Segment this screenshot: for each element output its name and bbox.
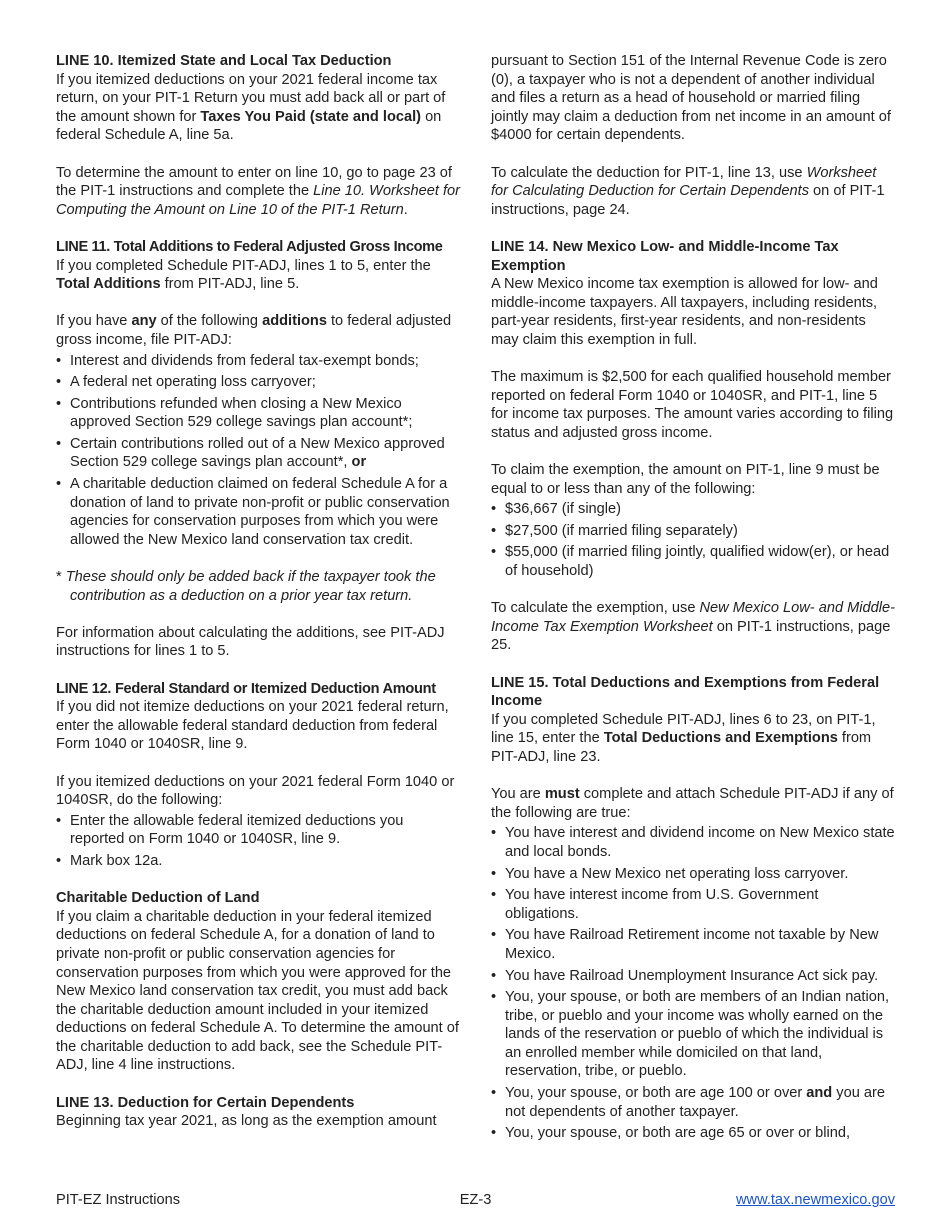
list-item: • You, your spouse, or both are age 65 or over or blind, [491, 1124, 895, 1143]
list-item: • You, your spouse, or both are members of an Indian nation, tribe, or pueblo and your income was wholly earned on the lands of the reservation or pueblo of which the individual is an enrolled member while domiciled on that land, reservation, tribe, or pueblo. [491, 988, 895, 1081]
list-item: • Enter the allowable federal itemized deductions you reported on Form 1040 or 1040SR, line 9. [56, 812, 460, 849]
line14-paragraph-3: To claim the exemption, the amount on PIT-1, line 9 must be equal to or less than any of the following: [491, 462, 880, 497]
line11-footnote: * These should only be added back if the taxpayer took the contribution as a deduction on a prior year tax return. [56, 569, 436, 604]
charitable-paragraph: If you claim a charitable deduction in your federal itemized deductions on federal Schedule A, for a donation of land to private non-profit or public conservation agencies for conservation purposes from which you were approved for the New Mexico land conservation tax credit, you must add back the charitable deduction amount included in your itemized deductions on federal Schedule A. To determine the amount of the charitable deduction to add back, see the Schedule PIT-ADJ, line 4 line instructions. [56, 908, 459, 1074]
list-item: • Mark box 12a. [56, 852, 460, 871]
line15-heading: LINE 15. Total Deductions and Exemptions from Federal Income [491, 674, 880, 710]
page-footer [56, 1191, 895, 1211]
line14-paragraph-2: The maximum is $2,500 for each qualified household member reported on federal Form 1040 or 1040SR, and PIT-1, line 5 for income tax purposes. The amount varies according to filing status and adjusted gross income. [491, 369, 894, 441]
line14-threshold-list [491, 500, 895, 580]
list-item: • $36,667 (if single) [491, 500, 895, 519]
charitable-heading: Charitable Deduction of Land [56, 890, 260, 907]
line13-paragraph-2: To calculate the deduction for PIT-1, line 13, use Worksheet for Calculating Deduction for Certain Dependents on of PIT-1 instructions, page 24. [491, 164, 885, 218]
line13-paragraph-1: Beginning tax year 2021, as long as the exemption amount [56, 1113, 437, 1130]
list-item: • Interest and dividends from federal tax-exempt bonds; [56, 352, 460, 371]
list-item: • You have a New Mexico net operating loss carryover. [491, 865, 895, 884]
right-column [491, 52, 895, 1161]
list-item: • A federal net operating loss carryover; [56, 373, 460, 392]
line11-heading: LINE 11. Total Additions to Federal Adjusted Gross Income [56, 238, 443, 255]
line11-paragraph-2: If you have any of the following additions to federal adjusted gross income, file PIT-ADJ: [56, 313, 452, 348]
footer-document-title: PIT-EZ Instructions [56, 1192, 181, 1208]
list-item: • Certain contributions rolled out of a New Mexico approved Section 529 college savings plan account*, or [56, 435, 460, 472]
left-column [56, 52, 460, 1131]
line13-continued-paragraph: pursuant to Section 151 of the Internal Revenue Code is zero (0), a taxpayer who is not a dependent of another individual and files a return as a head of household or married filing jointly may claim a deduction from net income in an amount of $4000 for certain dependents. [491, 53, 891, 144]
line15-paragraph-1: If you completed Schedule PIT-ADJ, lines 6 to 23, on PIT-1, line 15, enter the Total Deductions and Exemptions from PIT-ADJ, line 23. [491, 711, 876, 765]
line11-additions-list [56, 352, 460, 550]
line14-paragraph-1: A New Mexico income tax exemption is allowed for low- and middle-income taxpayers. All taxpayers, including residents, part-year residents, first-year residents, and non-residents may claim this exemption in full. [491, 276, 878, 348]
line15-paragraph-2: You are must complete and attach Schedule PIT-ADJ if any of the following are true: [491, 786, 894, 821]
line15-conditions-list [491, 824, 895, 1143]
line10-heading: LINE 10. Itemized State and Local Tax Deduction [56, 53, 392, 69]
line14-heading: LINE 14. New Mexico Low- and Middle-Income Tax Exemption [491, 238, 839, 274]
footer-page-number: EZ-3 [459, 1192, 492, 1208]
list-item: • You have Railroad Retirement income not taxable by New Mexico. [491, 926, 895, 963]
line14-paragraph-4: To calculate the exemption, use New Mexico Low- and Middle-Income Tax Exemption Worksheet on PIT-1 instructions, page 25. [491, 600, 895, 654]
list-item: • You, your spouse, or both are age 100 or over and you are not dependents of another taxpayer. [491, 1084, 895, 1121]
list-item: • You have Railroad Unemployment Insurance Act sick pay. [491, 967, 895, 986]
list-item: • Contributions refunded when closing a New Mexico approved Section 529 college savings plan account*; [56, 395, 460, 432]
footer-website-link[interactable]: www.tax.newmexico.gov [736, 1192, 895, 1208]
line12-heading: LINE 12. Federal Standard or Itemized Deduction Amount [56, 680, 436, 697]
line12-list [56, 812, 460, 871]
list-item: • A charitable deduction claimed on federal Schedule A for a donation of land to private non-profit or public conservation agencies for conservation purposes from which you were allowed the New Mexico land conservation tax credit. [56, 475, 460, 549]
list-item: • $55,000 (if married filing jointly, qualified widow(er), or head of household) [491, 543, 895, 580]
list-item: • You have interest and dividend income on New Mexico state and local bonds. [491, 824, 895, 861]
line13-heading: LINE 13. Deduction for Certain Dependents [56, 1094, 355, 1111]
line12-paragraph-1: If you did not itemize deductions on your 2021 federal return, enter the allowable federal standard deduction from federal Form 1040 or 1040SR, line 9. [56, 699, 449, 753]
list-item: • You have interest income from U.S. Government obligations. [491, 886, 895, 923]
list-item: • $27,500 (if married filing separately) [491, 522, 895, 541]
line11-paragraph-3: For information about calculating the additions, see PIT-ADJ instructions for lines 1 to 5. [56, 624, 445, 660]
line10-paragraph-2: To determine the amount to enter on line 10, go to page 23 of the PIT-1 instructions and complete the Line 10. Worksheet for Computing the Amount on Line 10 of the PIT-1 Return. [56, 164, 460, 218]
line10-paragraph-1: If you itemized deductions on your 2021 federal income tax return, on your PIT-1 Return you must add back all or part of the amount shown for Taxes You Paid (state and local) on federal Schedule A, line 5a. [56, 71, 446, 144]
line12-paragraph-2: If you itemized deductions on your 2021 federal Form 1040 or 1040SR, do the following: [56, 773, 455, 809]
line11-paragraph-1: If you completed Schedule PIT-ADJ, lines 1 to 5, enter the Total Additions from PIT-ADJ, line 5. [56, 257, 431, 293]
